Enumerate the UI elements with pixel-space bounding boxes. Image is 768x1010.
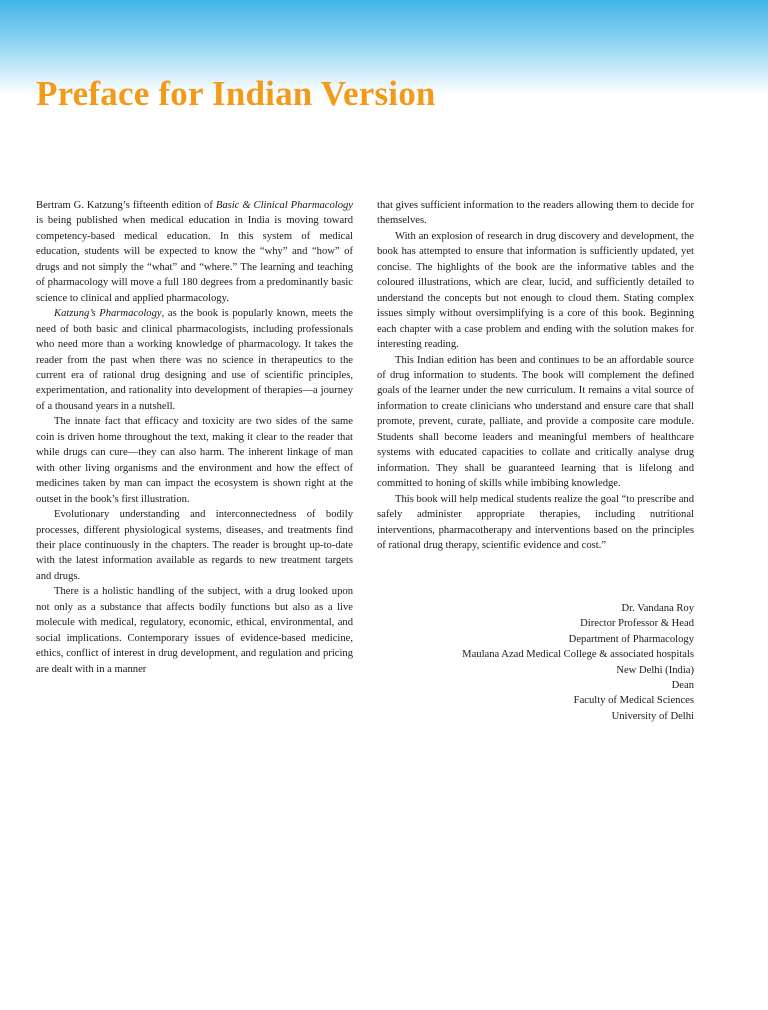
- book-title: Basic & Clinical Pharmacology: [215, 200, 353, 211]
- right-column: [377, 198, 694, 553]
- paragraph-continuation: that gives sufficient information to the readers allowing them to decide for themselves.: [377, 200, 694, 227]
- paragraph-intro: [36, 198, 353, 306]
- signature-department: Department of Pharmacology: [568, 633, 694, 645]
- paragraph-research: With an explosion of research in drug discovery and development, the book has attempted to ensure that information is sufficiently updated, yet concise. The highlights of the book are the informative tables and the coloured illustrations, which are clear, lucid, and sufficiently detailed to understand the concepts but not enough to cloud them. Stating complex issues simply without oversimplifying is a core of this book. Beginning each chapter with a case problem and ending with the solution makes for interesting reading.: [377, 230, 694, 351]
- signature-role: Dean: [671, 680, 694, 692]
- page-title: Preface for Indian Version: [36, 74, 436, 113]
- paragraph-indian-edition: This Indian edition has been and continues to be an affordable source of drug information to students. The book will complement the defined goals of the learner under the new curriculum. It remains a vital source of information to create clinicians who understand and ensure care that shall promote, prevent, curate, palliate, and provide a composite care module. Students shall become leaders and meaningful members of healthcare systems with educated capacities to collate and critically analyse drug information. They shall be guaranteed learning that is lifelong and committed to honing of skills while imbibing knowledge.: [377, 354, 694, 490]
- signature-block: [377, 601, 694, 724]
- intro-text-1: Bertram G. Katzung’s fifteenth edition of: [36, 200, 216, 211]
- paragraph-katzung: [36, 306, 353, 414]
- intro-text-2: is being published when medical education in India is moving toward competency-based medical education. In this system of medical education, students will be expected to know the “why” and “how” of drugs and not simply the “what” and “where.” The learning and teaching of pharmacology will move a full 180 degrees from a predominantly basic science to clinical and applied pharmacology.: [36, 215, 353, 304]
- paragraph-goal: This book will help medical students realize the goal “to prescribe and safely administer appropriate therapies, including nutritional interventions, pharmacotherapy and interventions based on the principles of rational drug therapy, scientific evidence and cost.”: [377, 493, 694, 551]
- signature-institution: Maulana Azad Medical College & associated hospitals: [462, 649, 694, 661]
- paragraph-holistic: There is a holistic handling of the subject, with a drug looked upon not only as a substance that affects bodily functions but also as a live molecule with medical, regulatory, economic, ethical, environmental, and social implications. Contemporary issues of evidence-based medicine, ethics, conflict of interest in drug development, and regulation and pricing are dealt with in a manner: [36, 586, 353, 675]
- left-column: [36, 198, 353, 677]
- signature-university: University of Delhi: [611, 710, 694, 722]
- paragraph-efficacy: The innate fact that efficacy and toxicity are two sides of the same coin is driven home throughout the text, making it clear to the reader that while drugs can cure—they can also harm. The inherent linkage of man with other living organisms and the environment and how the effect of medicines taken by man can impact the ecosystem is shown right at the outset in the book’s first illustration.: [36, 416, 353, 505]
- signature-position: Director Professor & Head: [580, 618, 694, 630]
- paragraph-evolutionary: Evolutionary understanding and interconnectedness of bodily processes, different physiological systems, diseases, and treatments find their place continuously in the chapters. The reader is brought up-to-date with the latest information available as regards to new treatment targets and drugs.: [36, 509, 353, 582]
- signature-location: New Delhi (India): [616, 664, 694, 676]
- book-nickname: Katzung’s Pharmacology: [54, 308, 162, 320]
- signature-faculty: Faculty of Medical Sciences: [573, 695, 694, 707]
- katzung-text: , as the book is popularly known, meets the need of both basic and clinical pharmacologists, including professionals who need more than a working knowledge of pharmacology. It takes the reader from the past when there was no science in therapeutics to the current era of rational drug designing and use of scientific principles, experimentation, and rationality into development of therapies—a journey of a thousand years in a nutshell.: [36, 308, 353, 412]
- signature-name: Dr. Vandana Roy: [621, 603, 694, 614]
